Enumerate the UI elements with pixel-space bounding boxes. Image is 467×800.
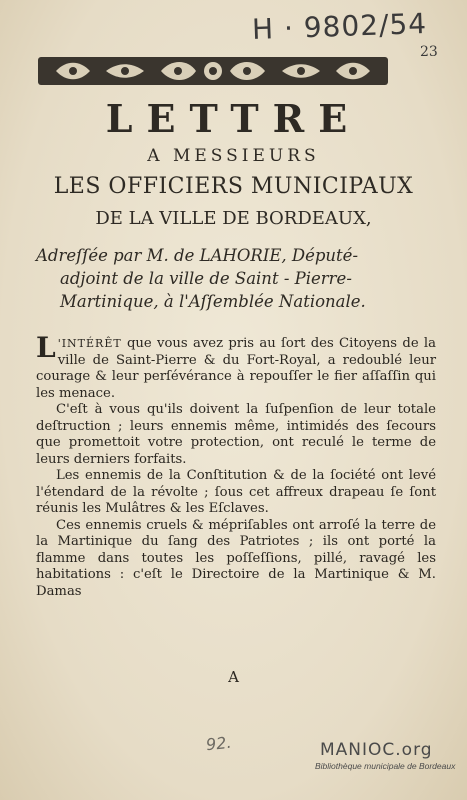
pencil-annotation: 92.	[205, 732, 233, 755]
address-line-1: Adreſſée par M. de LAHORIE, Député-	[36, 246, 359, 265]
paragraph-4: Ces ennemis cruels & mépriſables ont arroſé la terre de la Martinique du ſang des Patriotes ; ils ont porté la flamme dans toutes les poſſeſſions, pillé, ravagé les habitations : c'eſt le Directoire de la Martinique & M. Damas	[36, 517, 436, 599]
letter-body	[36, 331, 436, 600]
handwritten-reference: H · 9802/54	[251, 6, 428, 47]
address-line-block	[36, 244, 436, 313]
title-a-messieurs: A MESSIEURS	[147, 146, 320, 166]
title-officiers-municipaux: LES OFFICIERS MUNICIPAUX	[53, 174, 414, 199]
title-lettre: LETTRE	[105, 96, 362, 141]
manioc-logo: MANIOC.org	[320, 740, 433, 760]
drop-cap: L	[36, 331, 56, 364]
paragraph-1-smallcaps: 'INTÉRÊT	[57, 337, 122, 350]
address-line-3: Martinique, à l'Aſſemblée Nationale.	[60, 292, 366, 311]
address-line-2: adjoint de la ville de Saint - Pierre-	[60, 269, 352, 288]
title-ville-de-bordeaux: DE LA VILLE DE BORDEAUX,	[95, 208, 372, 229]
library-credit: Bibliothèque municipale de Bordeaux	[315, 761, 456, 771]
paragraph-2: C'eſt à vous qu'ils doivent la ſuſpenſion de leur totale deſtruction ; leurs ennemis même, intimidés des ſecours que promettoit votre protection, ont reculé le terme de leurs derniers forfaits.	[36, 402, 436, 467]
decorative-ornament-band	[36, 54, 390, 88]
paragraph-3: Les ennemis de la Conſtitution & de la ſociété ont levé l'étendard de la révolte ; ſous cet affreux drapeau ſe ſont réunis les Mulâtres & les Eſclaves.	[36, 468, 436, 516]
paragraph-1	[36, 331, 436, 402]
page-number: 23	[420, 44, 438, 60]
signature-mark: A	[228, 668, 239, 686]
paragraph-1-text: que vous avez pris au ſort des Citoyens de la ville de Saint-Pierre & du Fort-Royal, a redoublé leur courage & leur perſévérance à repouſſer le fier aſſaſſin qui les menace.	[36, 336, 436, 401]
